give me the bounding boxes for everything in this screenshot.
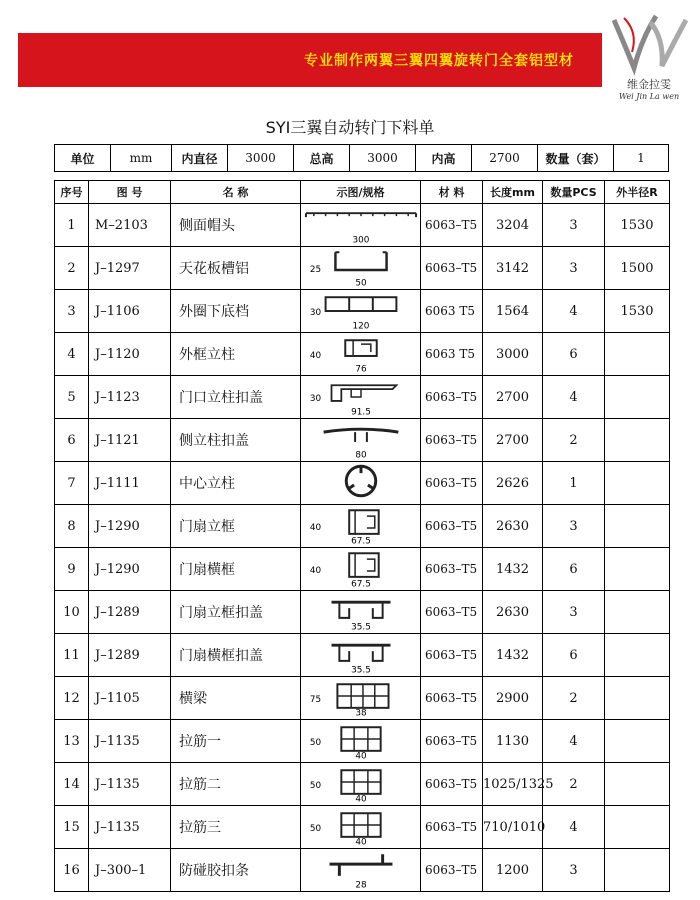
part-name: 天花板槽铝 xyxy=(171,247,301,290)
table-row xyxy=(55,763,670,806)
cutting-list-table xyxy=(54,180,670,892)
part-code: J–1289 xyxy=(89,591,171,634)
part-name: 侧面帽头 xyxy=(171,204,301,247)
profile-drawing xyxy=(301,548,421,591)
side-cover-profile-icon xyxy=(302,420,420,460)
dimension-label: 35.5 xyxy=(350,665,371,675)
part-name: 侧立柱扣盖 xyxy=(171,419,301,462)
total-height-label: 总高 xyxy=(294,145,350,172)
part-code: J–300–1 xyxy=(89,849,171,892)
part-code: J–1290 xyxy=(89,548,171,591)
company-logo xyxy=(604,8,694,108)
quantity-pcs: 6 xyxy=(543,333,605,376)
length-mm: 1130 xyxy=(483,720,543,763)
table-header-row xyxy=(55,181,670,204)
outer-radius: 1530 xyxy=(605,290,670,333)
material: 6063–T5 xyxy=(421,376,483,419)
length-mm: 2626 xyxy=(483,462,543,505)
total-height-value: 3000 xyxy=(350,145,416,172)
profile-drawing xyxy=(301,290,421,333)
logo-mark-icon xyxy=(604,8,694,76)
length-mm: 1432 xyxy=(483,548,543,591)
material: 6063–T5 xyxy=(421,548,483,591)
profile-drawing xyxy=(301,204,421,247)
length-mm: 1564 xyxy=(483,290,543,333)
material: 6063–T5 xyxy=(421,634,483,677)
column-header: 材 料 xyxy=(421,181,483,204)
dimension-label: 40 xyxy=(354,794,367,804)
part-code: J–1297 xyxy=(89,247,171,290)
length-mm: 1025/1325 xyxy=(483,763,543,806)
dimension-label: 67.5 xyxy=(350,536,371,546)
inner-diameter-label: 内直径 xyxy=(172,145,228,172)
table-row xyxy=(55,548,670,591)
dimension-label: 30 xyxy=(309,393,321,404)
quantity-pcs: 2 xyxy=(543,419,605,462)
length-mm: 2630 xyxy=(483,505,543,548)
column-header: 图 号 xyxy=(89,181,171,204)
quantity-pcs: 2 xyxy=(543,677,605,720)
part-code: M–2103 xyxy=(89,204,171,247)
material: 6063–T5 xyxy=(421,720,483,763)
quantity-pcs: 3 xyxy=(543,247,605,290)
row-number: 6 xyxy=(55,419,89,462)
profile-drawing xyxy=(301,462,421,505)
dimension-label: 40 xyxy=(309,565,321,576)
quantity-pcs: 4 xyxy=(543,806,605,849)
quantity-pcs: 6 xyxy=(543,634,605,677)
inner-height-label: 内高 xyxy=(416,145,472,172)
table-row xyxy=(55,333,670,376)
part-name: 外框立柱 xyxy=(171,333,301,376)
material: 6063–T5 xyxy=(421,419,483,462)
dimension-label: 80 xyxy=(354,450,367,460)
quantity-pcs: 6 xyxy=(543,548,605,591)
outer-radius xyxy=(605,505,670,548)
column-header: 外半径R xyxy=(605,181,670,204)
part-code: J–1135 xyxy=(89,806,171,849)
column-header: 示图/规格 xyxy=(301,181,421,204)
material: 6063–T5 xyxy=(421,763,483,806)
dimension-label: 40 xyxy=(354,751,367,761)
outer-radius xyxy=(605,849,670,892)
part-name: 门扇立框扣盖 xyxy=(171,591,301,634)
row-number: 7 xyxy=(55,462,89,505)
outer-radius xyxy=(605,677,670,720)
length-mm: 1432 xyxy=(483,634,543,677)
brace-profile-icon xyxy=(302,807,420,847)
dimension-label: 50 xyxy=(309,780,321,791)
part-code: J–1105 xyxy=(89,677,171,720)
length-mm: 2630 xyxy=(483,591,543,634)
cap-profile-icon xyxy=(302,205,420,245)
length-mm: 3204 xyxy=(483,204,543,247)
dimension-label: 40 xyxy=(309,350,321,361)
quantity-value: 1 xyxy=(614,145,669,172)
row-number: 14 xyxy=(55,763,89,806)
outer-radius xyxy=(605,333,670,376)
part-name: 横梁 xyxy=(171,677,301,720)
table-row xyxy=(55,204,670,247)
length-mm: 2700 xyxy=(483,419,543,462)
table-row xyxy=(55,505,670,548)
outer-radius xyxy=(605,591,670,634)
material: 6063–T5 xyxy=(421,462,483,505)
part-name: 门口立柱扣盖 xyxy=(171,376,301,419)
part-code: J–1120 xyxy=(89,333,171,376)
profile-drawing xyxy=(301,591,421,634)
dimension-label: 91.5 xyxy=(350,407,371,417)
table-row xyxy=(55,720,670,763)
part-code: J–1289 xyxy=(89,634,171,677)
column-header: 长度mm xyxy=(483,181,543,204)
table-row xyxy=(55,290,670,333)
table-row xyxy=(55,247,670,290)
profile-drawing xyxy=(301,376,421,419)
column-header: 序号 xyxy=(55,181,89,204)
row-number: 9 xyxy=(55,548,89,591)
profile-drawing xyxy=(301,419,421,462)
length-mm: 3142 xyxy=(483,247,543,290)
row-number: 8 xyxy=(55,505,89,548)
row-number: 12 xyxy=(55,677,89,720)
dimension-label: 30 xyxy=(309,307,321,318)
column-header: 数量PCS xyxy=(543,181,605,204)
brace-profile-icon xyxy=(302,721,420,761)
dimension-label: 35.5 xyxy=(350,622,371,632)
outer-radius xyxy=(605,720,670,763)
outer-radius xyxy=(605,462,670,505)
material: 6063–T5 xyxy=(421,247,483,290)
quantity-pcs: 4 xyxy=(543,720,605,763)
table-row xyxy=(55,634,670,677)
dimension-label: 75 xyxy=(309,694,321,705)
row-number: 16 xyxy=(55,849,89,892)
profile-drawing xyxy=(301,505,421,548)
material: 6063–T5 xyxy=(421,806,483,849)
channel-profile-icon xyxy=(302,248,420,288)
stile-cover-profile-icon xyxy=(302,592,420,632)
inner-height-value: 2700 xyxy=(472,145,538,172)
dimension-label: 50 xyxy=(309,737,321,748)
row-number: 4 xyxy=(55,333,89,376)
length-mm: 1200 xyxy=(483,849,543,892)
inner-diameter-value: 3000 xyxy=(228,145,294,172)
profile-drawing xyxy=(301,806,421,849)
profile-drawing xyxy=(301,849,421,892)
part-name: 门扇立框 xyxy=(171,505,301,548)
outer-radius xyxy=(605,419,670,462)
outer-radius xyxy=(605,376,670,419)
dimension-label: 40 xyxy=(354,837,367,847)
part-name: 门扇横框 xyxy=(171,548,301,591)
leaf-stile-profile-icon xyxy=(302,506,420,546)
row-number: 15 xyxy=(55,806,89,849)
part-code: J–1135 xyxy=(89,720,171,763)
dimension-label: 50 xyxy=(309,823,321,834)
outer-radius xyxy=(605,548,670,591)
quantity-pcs: 4 xyxy=(543,290,605,333)
part-code: J–1106 xyxy=(89,290,171,333)
material: 6063 T5 xyxy=(421,333,483,376)
outer-radius xyxy=(605,806,670,849)
length-mm: 2900 xyxy=(483,677,543,720)
logo-name: 维金拉雯 xyxy=(627,78,671,91)
table-row xyxy=(55,462,670,505)
material: 6063–T5 xyxy=(421,677,483,720)
table-row xyxy=(55,849,670,892)
part-name: 外圈下底档 xyxy=(171,290,301,333)
quantity-pcs: 3 xyxy=(543,505,605,548)
brace-profile-icon xyxy=(302,764,420,804)
quantity-pcs: 3 xyxy=(543,591,605,634)
row-number: 11 xyxy=(55,634,89,677)
part-code: J–1290 xyxy=(89,505,171,548)
rail-cover-profile-icon xyxy=(302,635,420,675)
dimension-label: 28 xyxy=(354,880,367,890)
material: 6063–T5 xyxy=(421,849,483,892)
table-row xyxy=(55,677,670,720)
column-header: 名 称 xyxy=(171,181,301,204)
profile-drawing xyxy=(301,247,421,290)
part-code: J–1111 xyxy=(89,462,171,505)
logo-pinyin: Wei Jin La wen xyxy=(618,92,680,101)
length-mm: 710/1010 xyxy=(483,806,543,849)
row-number: 1 xyxy=(55,204,89,247)
part-code: J–1135 xyxy=(89,763,171,806)
bottom-rail-profile-icon xyxy=(302,291,420,331)
length-mm: 2700 xyxy=(483,376,543,419)
row-number: 2 xyxy=(55,247,89,290)
row-number: 5 xyxy=(55,376,89,419)
quantity-pcs: 1 xyxy=(543,462,605,505)
post-cover-profile-icon xyxy=(302,377,420,417)
header-banner xyxy=(18,33,602,87)
length-mm: 3000 xyxy=(483,333,543,376)
profile-drawing xyxy=(301,677,421,720)
quantity-pcs: 4 xyxy=(543,376,605,419)
outer-radius: 1530 xyxy=(605,204,670,247)
part-name: 拉筋一 xyxy=(171,720,301,763)
material: 6063–T5 xyxy=(421,505,483,548)
dimension-label: 76 xyxy=(354,364,367,374)
row-number: 13 xyxy=(55,720,89,763)
quantity-pcs: 3 xyxy=(543,204,605,247)
leaf-rail-profile-icon xyxy=(302,549,420,589)
bumper-strip-profile-icon xyxy=(302,850,420,890)
banner-slogan: 专业制作两翼三翼四翼旋转门全套铝型材 xyxy=(304,53,574,69)
dimension-label: 120 xyxy=(352,321,369,331)
beam-profile-icon xyxy=(302,678,420,718)
part-name: 中心立柱 xyxy=(171,462,301,505)
document-title: SYI三翼自动转门下料单 xyxy=(265,118,435,137)
part-name: 门扇横框扣盖 xyxy=(171,634,301,677)
part-name: 拉筋三 xyxy=(171,806,301,849)
part-code: J–1123 xyxy=(89,376,171,419)
profile-drawing xyxy=(301,763,421,806)
row-number: 3 xyxy=(55,290,89,333)
material: 6063–T5 xyxy=(421,204,483,247)
dimension-label: 67.5 xyxy=(350,579,371,589)
table-row xyxy=(55,376,670,419)
dimension-label: 50 xyxy=(354,278,367,288)
profile-drawing xyxy=(301,634,421,677)
outer-radius xyxy=(605,634,670,677)
table-row xyxy=(55,806,670,849)
outer-radius: 1500 xyxy=(605,247,670,290)
outer-radius xyxy=(605,763,670,806)
part-code: J–1121 xyxy=(89,419,171,462)
order-info-table xyxy=(54,144,669,172)
part-name: 防碰胶扣条 xyxy=(171,849,301,892)
material: 6063 T5 xyxy=(421,290,483,333)
unit-label: 单位 xyxy=(55,145,111,172)
outer-post-profile-icon xyxy=(302,334,420,374)
profile-drawing xyxy=(301,333,421,376)
unit-value: mm xyxy=(111,145,172,172)
dimension-label: 38 xyxy=(354,708,367,718)
dimension-label: 300 xyxy=(352,235,369,245)
profile-drawing xyxy=(301,720,421,763)
material: 6063–T5 xyxy=(421,591,483,634)
row-number: 10 xyxy=(55,591,89,634)
dimension-label: 25 xyxy=(309,264,321,275)
quantity-label: 数量（套） xyxy=(538,145,614,172)
quantity-pcs: 3 xyxy=(543,849,605,892)
quantity-pcs: 2 xyxy=(543,763,605,806)
dimension-label: 40 xyxy=(309,522,321,533)
table-row xyxy=(55,591,670,634)
center-post-profile-icon xyxy=(302,463,420,503)
part-name: 拉筋二 xyxy=(171,763,301,806)
table-row xyxy=(55,419,670,462)
